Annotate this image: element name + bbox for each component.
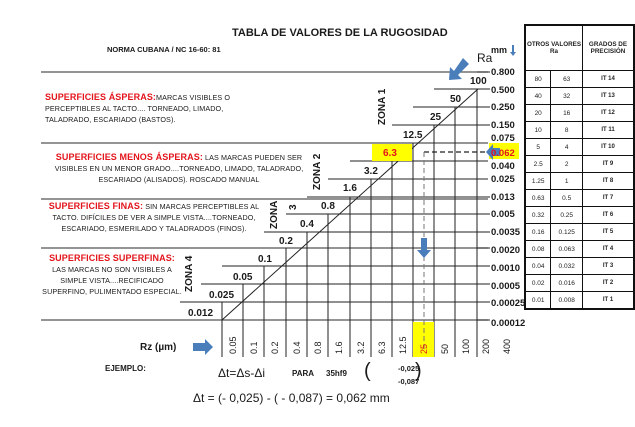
precision-table [524, 24, 635, 310]
ra-label: 100 [470, 76, 487, 87]
svg-text:400: 400 [502, 338, 512, 354]
ra-label: 0.4 [300, 219, 314, 230]
mm-down-arrow-icon [510, 45, 516, 56]
ra-label: 0.8 [321, 201, 335, 212]
svg-text:100: 100 [461, 338, 471, 354]
ra-label: 1.6 [343, 183, 357, 194]
ra-label: 0.012 [188, 308, 214, 319]
zone-4-text: LAS MARCAS NO SON VISIBLES A SIMPLE VISTA....RECIFICADO SUPERFINO, PULIMENTADO ESPECIAL. [42, 265, 182, 296]
svg-text:25: 25 [419, 343, 429, 354]
table-row: 0.04 0.032 IT 3 [525, 258, 634, 275]
rz-axis-label: Rz (µm) [140, 342, 177, 353]
svg-text:12.5: 12.5 [398, 336, 408, 354]
table-row: 0.01 0.008 IT 1 [525, 292, 634, 310]
zone-3-number: 3 [288, 204, 299, 210]
table-row: 0.63 0.5 IT 7 [525, 190, 634, 207]
zone-1-heading: SUPERFICIES ÁSPERAS: [45, 92, 157, 102]
table-row: 0.16 0.125 IT 5 [525, 224, 634, 241]
example-formula: Δt=Δs-Δi [218, 366, 266, 380]
diagonal-arrow-icon [449, 58, 469, 80]
svg-text:0.0035: 0.0035 [491, 227, 521, 238]
right-arrow-icon [193, 339, 213, 355]
ra-label: 0.05 [233, 272, 253, 283]
svg-text:50: 50 [440, 343, 450, 354]
zone-2-text: LAS MARCAS PUEDEN SER VISIBLES EN UN MENOR GRADO....TORNEADO, LIMADO, TALADRADO, ESCARIADO (ALISADOS). ROSCADO MANUAL [54, 153, 304, 184]
svg-text:3.2: 3.2 [356, 341, 366, 354]
zone-4-label: ZONA 4 [184, 255, 195, 292]
svg-text:0.0005: 0.0005 [491, 281, 521, 292]
page-title: TABLA DE VALORES DE LA RUGOSIDAD [232, 27, 448, 39]
svg-text:0.00012: 0.00012 [491, 318, 526, 329]
table-row: 40 32 IT 13 [525, 88, 634, 105]
rz-grid-lines [222, 89, 477, 357]
mm-labels [491, 67, 526, 329]
mm-ticks [477, 72, 490, 320]
table-row: 0.08 0.063 IT 4 [525, 241, 634, 258]
svg-text:6.3: 6.3 [377, 341, 387, 354]
svg-text:0.1: 0.1 [249, 341, 259, 354]
table-row: 10 8 IT 11 [525, 122, 634, 139]
ra-label-highlighted: 6.3 [383, 148, 397, 159]
header-grados-precision: GRADOS DE PRECISIÓN [583, 25, 635, 71]
ra-label: 50 [450, 94, 462, 105]
svg-text:0.025: 0.025 [491, 174, 515, 185]
svg-text:0.0020: 0.0020 [491, 245, 521, 256]
ra-axis-label: Ra [477, 51, 493, 65]
example-label: EJEMPLO: [105, 364, 146, 373]
svg-text:0.0010: 0.0010 [491, 263, 521, 274]
zone-3-text: SIN MARCAS PERCEPTIBLES AL TACTO. DIFÍCILES DE VER A SIMPLE VISTA....TORNEADO, ESCARIADO, ESMERILADO Y TALADRADOS (FINOS). [52, 202, 260, 233]
zone-3-label: ZONA [269, 200, 280, 229]
zone-1-label: ZONA 1 [377, 88, 388, 125]
mm-unit-label: mm [491, 45, 508, 55]
zone-4-heading: SUPERFICIES SUPERFINAS: [49, 253, 175, 263]
close-paren: ) [415, 360, 422, 382]
table-row: 0.32 0.25 IT 6 [525, 207, 634, 224]
svg-text:0.05: 0.05 [228, 336, 238, 354]
ra-step-lines [180, 89, 488, 302]
ra-label: 25 [430, 112, 442, 123]
svg-text:0.040: 0.040 [491, 161, 515, 172]
open-paren: ( [364, 360, 371, 382]
zone-2-label: ZONA 2 [312, 153, 323, 190]
header-otros-valores: OTROS VALORES Ra [525, 25, 583, 71]
table-row: 80 63 IT 14 [525, 71, 634, 88]
ra-label: 3.2 [364, 166, 378, 177]
svg-text:0.013: 0.013 [491, 192, 515, 203]
svg-text:0.062: 0.062 [491, 148, 515, 159]
svg-text:0.075: 0.075 [491, 133, 515, 144]
norma-label: NORMA CUBANA / NC 16-60: 81 [107, 45, 221, 54]
svg-text:0.500: 0.500 [491, 85, 515, 96]
example-result: Δt = (- 0,025) - ( - 0,087) = 0,062 mm [193, 391, 390, 405]
table-row: 1.25 1 IT 8 [525, 173, 634, 190]
zone-3-heading: SUPERFICIES FINAS: [48, 201, 144, 211]
table-row: 2.5 2 IT 9 [525, 156, 634, 173]
ra-label: 0.1 [258, 254, 272, 265]
example-fit-code: 35hf9 [326, 369, 347, 378]
svg-text:1.6: 1.6 [334, 341, 344, 354]
table-row: 5 4 IT 10 [525, 139, 634, 156]
zone-1-text: MARCAS VISIBLES O PERCEPTIBLES AL TACTO.... TORNEADO, LIMADO, TALADRADO, ESCARIADO (BASTOS). [45, 93, 231, 124]
rz-labels [228, 336, 512, 354]
svg-text:0.800: 0.800 [491, 67, 515, 78]
svg-text:0.150: 0.150 [491, 120, 515, 131]
ra-label: 12.5 [403, 130, 423, 141]
tolerance-lower: -0,087 [398, 377, 420, 386]
svg-text:0.4: 0.4 [292, 341, 302, 354]
ra-label: 0.2 [279, 236, 293, 247]
svg-text:0.2: 0.2 [270, 341, 280, 354]
tolerance-upper: -0,025 [398, 364, 420, 373]
ra-label: 0.025 [209, 290, 235, 301]
svg-text:0.8: 0.8 [313, 341, 323, 354]
svg-text:0.00025: 0.00025 [491, 298, 526, 309]
zone-2-heading: SUPERFICIES MENOS ÁSPERAS: [55, 152, 203, 162]
table-row: 0.02 0.016 IT 2 [525, 275, 634, 292]
table-row: 20 16 IT 12 [525, 105, 634, 122]
example-para: PARA [292, 369, 315, 378]
svg-text:200: 200 [481, 338, 491, 354]
svg-text:0.005: 0.005 [491, 209, 515, 220]
svg-text:0.250: 0.250 [491, 102, 515, 113]
